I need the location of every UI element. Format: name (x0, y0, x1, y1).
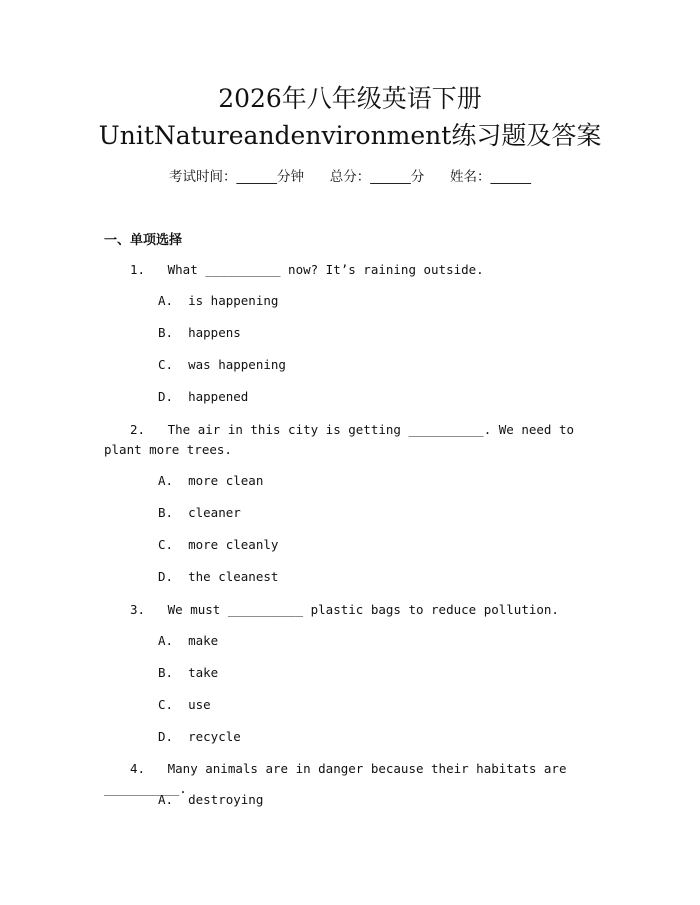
exam-info: 考试时间：______分钟 总分：______分 姓名：______ (169, 169, 531, 185)
question-1-option-d: D. happened (158, 389, 249, 404)
document-title-line1: 2026年八年级英语下册 (218, 84, 482, 113)
question-2-option-d: D. the cleanest (158, 569, 279, 584)
document-title-line2: UnitNatureandenvironment练习题及答案 (98, 121, 602, 150)
question-4-stem: 4. Many animals are in danger because their habitats are __________. (104, 761, 575, 796)
question-3-option-a: A. make (158, 633, 219, 648)
question-1-option-c: C. was happening (158, 357, 286, 372)
question-4-option-a: A. destroying (158, 792, 264, 807)
question-3-option-d: D. recycle (158, 729, 241, 744)
question-1-stem: 1. What __________ now? It’s raining outside. (130, 262, 484, 277)
question-1-option-b: B. happens (158, 325, 241, 340)
question-2-option-c: C. more cleanly (158, 537, 279, 552)
question-2-option-b: B. cleaner (158, 505, 241, 520)
question-3-option-c: C. use (158, 697, 211, 712)
question-2-option-a: A. more clean (158, 473, 264, 488)
question-1-option-a: A. is happening (158, 293, 279, 308)
question-3-stem: 3. We must __________ plastic bags to reduce pollution. (130, 602, 559, 617)
question-3-option-b: B. take (158, 665, 219, 680)
question-2-stem: 2. The air in this city is getting __________. We need to plant more trees. (104, 422, 582, 457)
section-heading: 一、单项选择 (104, 233, 183, 248)
